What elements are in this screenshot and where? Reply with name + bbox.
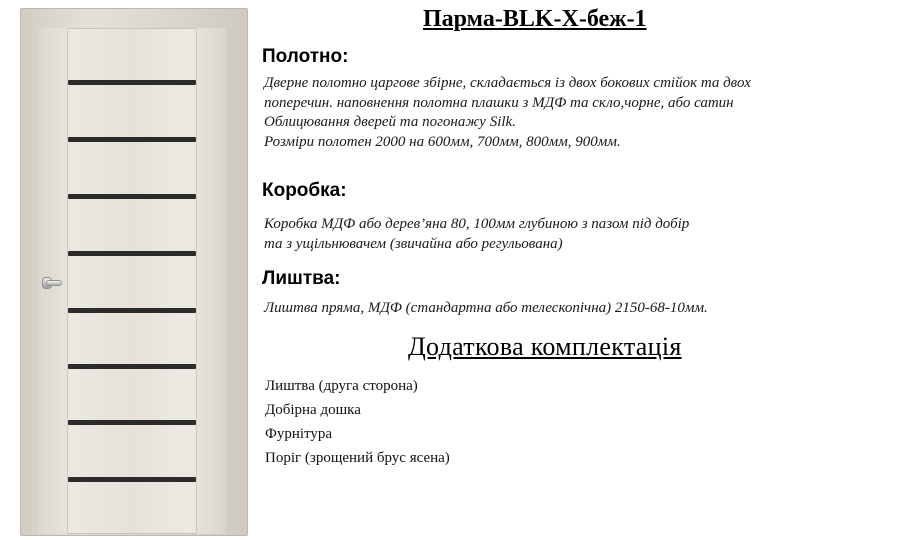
section-text-lyshtva xyxy=(264,299,708,319)
glass-strip xyxy=(68,80,196,85)
glass-strip xyxy=(68,194,196,199)
text-line: та з ущільнювачем (звичайна або регульована) xyxy=(264,235,563,252)
door-handle-icon xyxy=(41,276,59,290)
text-line: Облицювання дверей та погонажу Silk. xyxy=(264,114,516,130)
extras-list xyxy=(265,374,450,470)
section-text-polotno xyxy=(264,74,751,152)
extras-heading: Додаткова комплектація xyxy=(408,332,682,361)
section-text-korobka xyxy=(264,215,689,254)
section-heading-korobka: Коробка: xyxy=(262,180,347,201)
glass-strip xyxy=(68,420,196,425)
text-line: поперечин. наповнення полотна плашки з МДФ та скло,чорне, або сатин xyxy=(264,94,734,111)
section-heading-lyshtva: Лиштва: xyxy=(262,268,341,289)
product-title: Парма-BLK-X-беж-1 xyxy=(423,6,647,32)
text-line: Дверне полотно царгове збірне, складається із двох бокових стійок та двох xyxy=(264,75,751,91)
text-line: Коробка МДФ або дерев’яна 80, 100мм глубиною з пазом під добір xyxy=(264,216,690,232)
glass-strip xyxy=(68,251,196,256)
text-line: Розміри полотен 2000 на 600мм, 700мм, 800мм, 900мм. xyxy=(264,133,621,150)
glass-strip xyxy=(68,308,196,313)
door-image xyxy=(20,8,248,536)
glass-strip xyxy=(68,137,196,142)
list-item: Лиштва (друга сторона) xyxy=(265,378,418,394)
door-right-stile xyxy=(196,28,226,534)
glass-strip xyxy=(68,477,196,482)
list-item: Поріг (зрощений брус ясена) xyxy=(265,450,450,466)
list-item: Фурнітура xyxy=(265,426,333,442)
section-heading-polotno: Полотно: xyxy=(262,46,349,67)
text-line: Лиштва пряма, МДФ (стандартна або телескопічна) 2150-68-10мм. xyxy=(264,300,708,316)
glass-strip xyxy=(68,364,196,369)
list-item: Добірна дошка xyxy=(265,402,361,418)
